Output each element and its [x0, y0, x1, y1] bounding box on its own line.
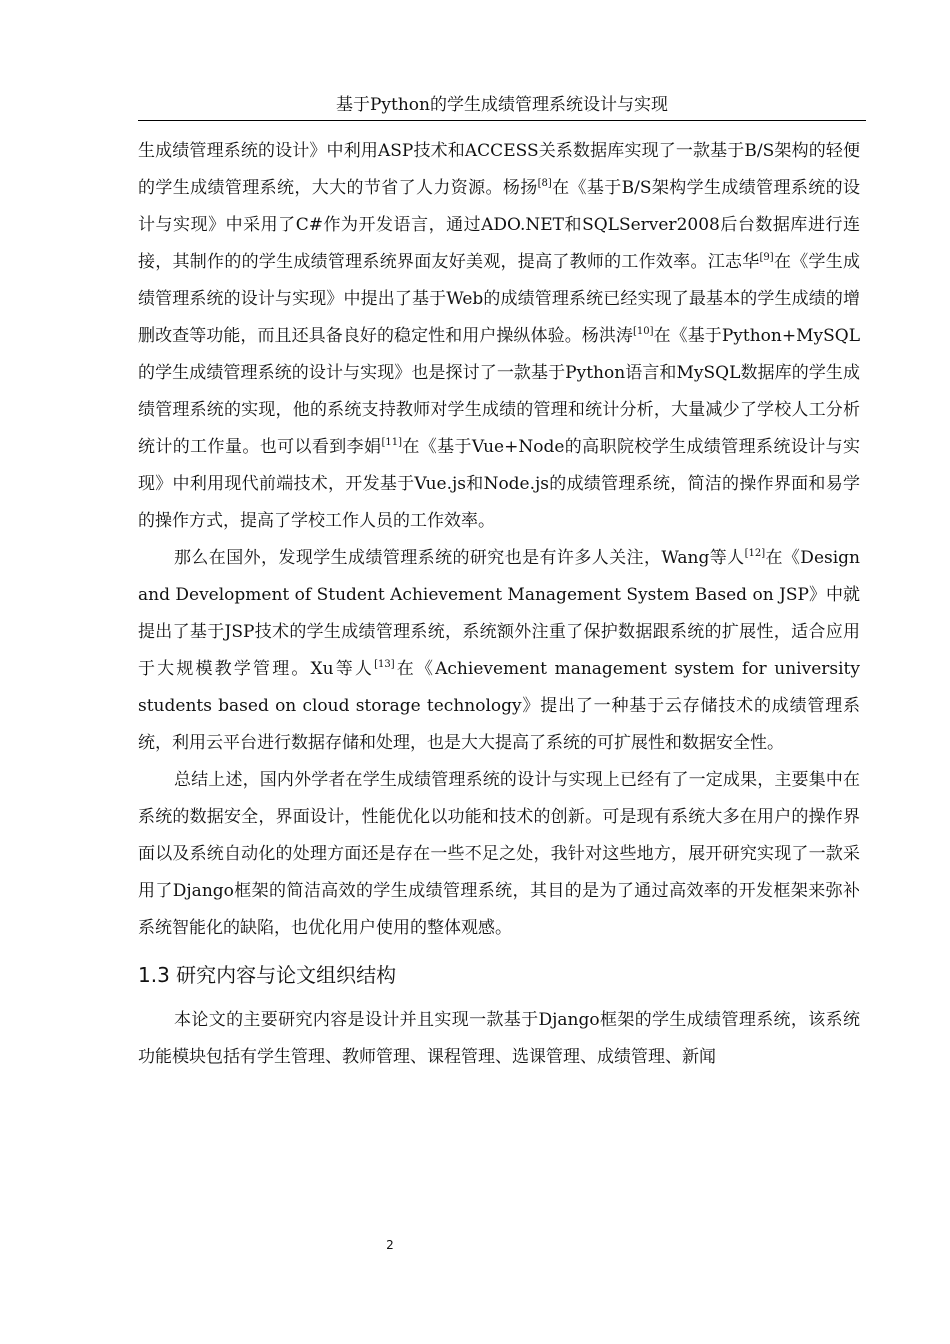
citation-12: [12] [744, 548, 766, 559]
paragraph-foreign-research: 那么在国外，发现学生成绩管理系统的研究也是有许多人关注，Wang等人[12]在《Design and Development of Student Achievement Management System Based on JSP》中就提出了基于JSP技术的学生成绩管理系统，系统额外注重了保护数据跟系统的扩展性，适合应用于大规模教学管理。Xu等人[13]在《Achievement management system for university students based on cloud storage technology》提出了一种基于云存储技术的成绩管理系统，利用云平台进行数据存储和处理，也是大大提高了系统的可扩展性和数据安全性。 [138, 548, 860, 753]
running-header: 基于Python的学生成绩管理系统设计与实现 [335, 95, 668, 115]
body-text [138, 133, 860, 1076]
paragraph-research-content: 本论文的主要研究内容是设计并且实现一款基于Django框架的学生成绩管理系统，该系统功能模块包括有学生管理、教师管理、课程管理、选课管理、成绩管理、新闻 [138, 1010, 860, 1067]
citation-8: [8] [537, 178, 552, 189]
page-number: 2 [386, 1238, 394, 1252]
section-heading-1-3: 1.3 研究内容与论文组织结构 [138, 963, 397, 987]
citation-11: [11] [381, 437, 402, 448]
header-rule [138, 120, 866, 121]
paragraph-domestic-research: 生成绩管理系统的设计》中利用ASP技术和ACCESS关系数据库实现了一款基于B/S架构的轻便的学生成绩管理系统，大大的节省了人力资源。杨扬[8]在《基于B/S架构学生成绩管理系统的设计与实现》中采用了C#作为开发语言，通过ADO.NET和SQLServer2008后台数据库进行连接，其制作的的学生成绩管理系统界面友好美观，提高了教师的工作效率。江志华[9]在《学生成绩管理系统的设计与实现》中提出了基于Web的成绩管理系统已经实现了最基本的学生成绩的增删改查等功能，而且还具备良好的稳定性和用户操纵体验。杨洪涛[10]在《基于Python+MySQL的学生成绩管理系统的设计与实现》也是探讨了一款基于Python语言和MySQL数据库的学生成绩管理系统的实现，他的系统支持教师对学生成绩的管理和统计分析，大量减少了学校人工分析统计的工作量。也可以看到李娟[11]在《基于Vue+Node的高职院校学生成绩管理系统设计与实现》中利用现代前端技术，开发基于Vue.js和Node.js的成绩管理系统，简洁的操作界面和易学的操作方式，提高了学校工作人员的工作效率。 [138, 141, 861, 531]
citation-9: [9] [759, 252, 774, 263]
citation-13: [13] [374, 659, 395, 670]
paragraph-summary: 总结上述，国内外学者在学生成绩管理系统的设计与实现上已经有了一定成果，主要集中在系统的数据安全，界面设计，性能优化以功能和技术的创新。可是现有系统大多在用户的操作界面以及系统自动化的处理方面还是存在一些不足之处，我针对这些地方，展开研究实现了一款采用了Django框架的简洁高效的学生成绩管理系统，其目的是为了通过高效率的开发框架来弥补系统智能化的缺陷，也优化用户使用的整体观感。 [138, 770, 860, 938]
citation-10: [10] [632, 326, 654, 337]
